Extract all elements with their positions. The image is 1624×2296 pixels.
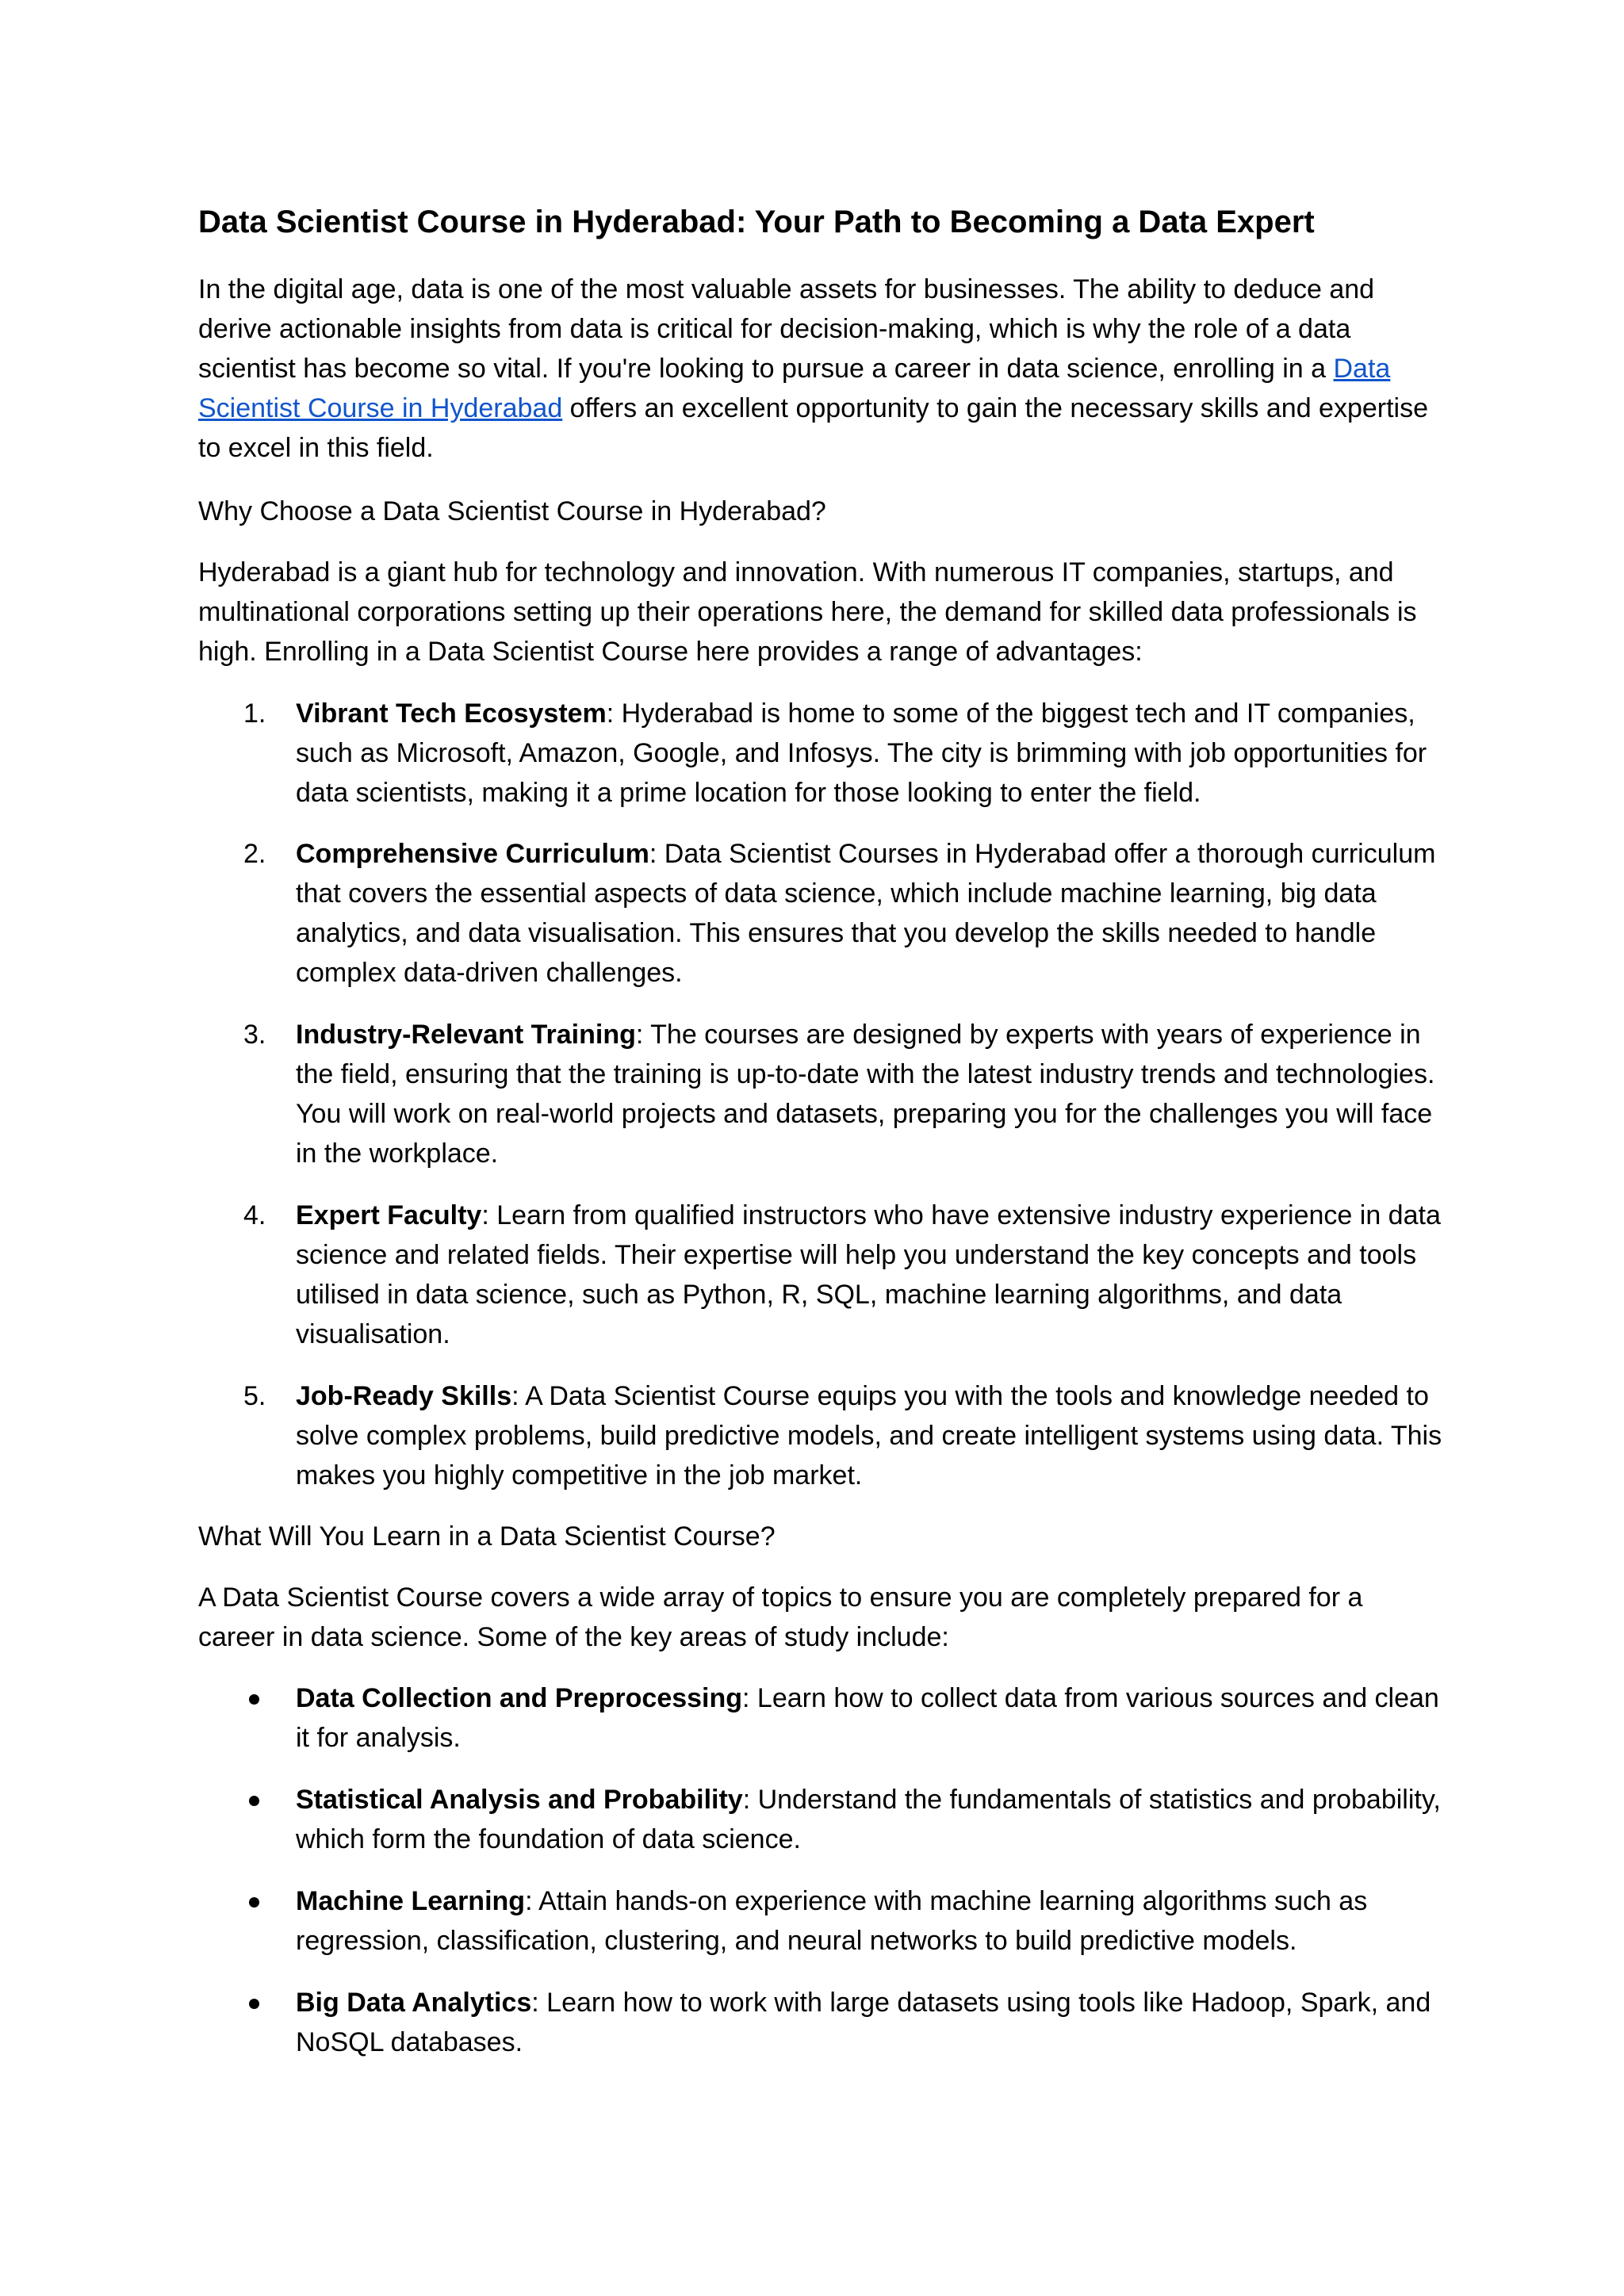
bullet-list-item xyxy=(198,1678,1443,1758)
list-item-body xyxy=(296,1196,1443,1354)
numbered-list-item xyxy=(198,834,1443,993)
list-item-text: : Learn how to work with large datasets using tools like Hadoop, Spark, and NoSQL databases. xyxy=(296,1988,1431,2057)
list-number: 4. xyxy=(243,1200,266,1230)
list-item-term: Expert Faculty xyxy=(296,1200,482,1230)
list-number: 1. xyxy=(243,698,266,729)
list-number: 2. xyxy=(243,839,266,869)
list-item-text: : Understand the fundamentals of statistics and probability, which form the foundation of data science. xyxy=(296,1785,1441,1854)
list-item-term: Data Collection and Preprocessing xyxy=(296,1683,743,1713)
intro-text-before: In the digital age, data is one of the most valuable assets for businesses. The ability to deduce and derive actionable insights from data is critical for decision-making, which is why the role of a data scientist has become so vital. If you're looking to pursue a career in data science, enrolling in a xyxy=(198,274,1375,384)
list-item-text: : A Data Scientist Course equips you with the tools and knowledge needed to solve complex problems, build predictive models, and create intelligent systems using data. This makes you highly competitive in the job market. xyxy=(296,1381,1442,1490)
list-item-text: : The courses are designed by experts with years of experience in the field, ensuring that the training is up-to-date with the latest industry trends and technologies. You will work on real-world projects and datasets, preparing you for the challenges you will face in the workplace. xyxy=(296,1020,1435,1169)
list-item-body xyxy=(296,1983,1443,2062)
bullet-icon xyxy=(249,1897,259,1908)
numbered-list-item xyxy=(198,1196,1443,1354)
section-heading-learn: What Will You Learn in a Data Scientist Course? xyxy=(198,1521,776,1552)
numbered-list-item xyxy=(198,1015,1443,1173)
list-item-body xyxy=(296,1015,1443,1173)
bullet-icon xyxy=(249,1796,259,1806)
list-item-term: Job-Ready Skills xyxy=(296,1381,512,1411)
bullet-list-item xyxy=(198,1983,1443,2062)
list-item-term: Statistical Analysis and Probability xyxy=(296,1785,743,1815)
list-item-term: Industry-Relevant Training xyxy=(296,1020,636,1050)
page-title: Data Scientist Course in Hyderabad: Your Path to Becoming a Data Expert xyxy=(198,205,1315,239)
bullet-icon xyxy=(249,1694,259,1705)
list-item-term: Vibrant Tech Ecosystem xyxy=(296,698,607,729)
list-item-text: : Hyderabad is home to some of the biggest tech and IT companies, such as Microsoft, Amazon, Google, and Infosys. The city is brimming with job opportunities for data scientists, making it a prime location for those looking to enter the field. xyxy=(296,698,1427,808)
list-item-text: : Data Scientist Courses in Hyderabad offer a thorough curriculum that covers the essential aspects of data science, which include machine learning, big data analytics, and data visualisation. This ensures that you develop the skills needed to handle complex data-driven challenges. xyxy=(296,839,1436,988)
list-item-body xyxy=(296,1376,1443,1495)
list-item-body xyxy=(296,1678,1443,1758)
list-number: 3. xyxy=(243,1020,266,1050)
bullet-icon xyxy=(249,1999,259,2009)
list-item-body xyxy=(296,694,1443,813)
list-item-body xyxy=(296,1780,1443,1859)
list-item-term: Machine Learning xyxy=(296,1886,526,1916)
list-item-text: : Learn from qualified instructors who have extensive industry experience in data science and related fields. Their expertise will help you understand the key concepts and tools utilised in data science, such as Python, R, SQL, machine learning algorithms, and data visualisation. xyxy=(296,1200,1441,1349)
numbered-list-item xyxy=(198,694,1443,813)
list-item-body xyxy=(296,1881,1443,1961)
list-item-term: Big Data Analytics xyxy=(296,1988,532,2018)
list-item-term: Comprehensive Curriculum xyxy=(296,839,649,869)
list-item-text: : Learn how to collect data from various sources and clean it for analysis. xyxy=(296,1683,1439,1753)
intro-text-after: offers an excellent opportunity to gain the necessary skills and expertise to excel in this field. xyxy=(198,393,1429,463)
list-item-body xyxy=(296,834,1443,993)
intro-paragraph xyxy=(198,270,1443,468)
bullet-list-item xyxy=(198,1881,1443,1961)
bullet-list-item xyxy=(198,1780,1443,1859)
list-item-text: : Attain hands-on experience with machine learning algorithms such as regression, classification, clustering, and neural networks to build predictive models. xyxy=(296,1886,1368,1956)
numbered-list-item xyxy=(198,1376,1443,1495)
section-paragraph-why: Hyderabad is a giant hub for technology and innovation. With numerous IT companies, startups, and multinational corporations setting up their operations here, the demand for skilled data professionals is high. Enrolling in a Data Scientist Course here provides a range of advantages: xyxy=(198,557,1417,667)
section-heading-why: Why Choose a Data Scientist Course in Hyderabad? xyxy=(198,496,826,526)
course-link[interactable]: Data Scientist Course in Hyderabad xyxy=(198,354,1391,423)
section-paragraph-learn: A Data Scientist Course covers a wide array of topics to ensure you are completely prepared for a career in data science. Some of the key areas of study include: xyxy=(198,1582,1363,1652)
list-number: 5. xyxy=(243,1381,266,1411)
